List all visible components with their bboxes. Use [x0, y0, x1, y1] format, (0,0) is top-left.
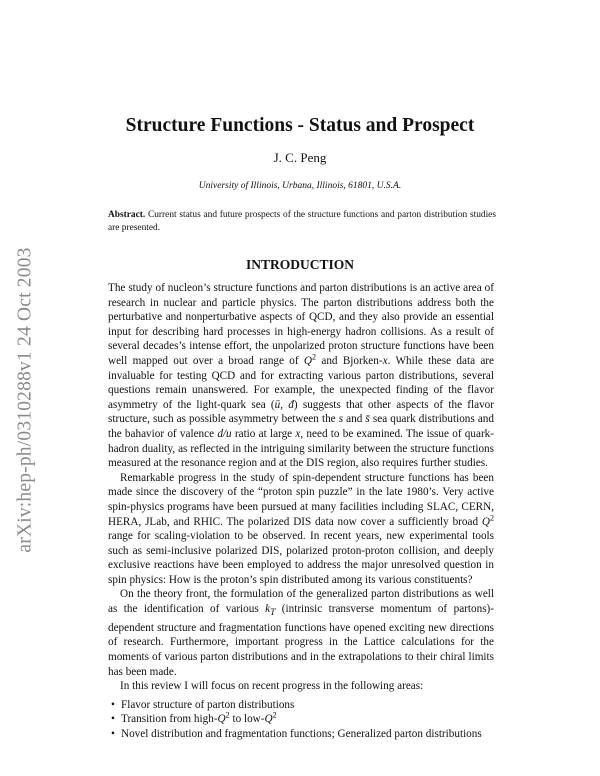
p1-text-h: , need to be examined. The issue of quark-hadron duality, as reflected in the intriguing similarity between the structure functions measured at the resonance region and at the DIS region, also requires further studies.: [108, 427, 494, 470]
p1-text-f: sea quark distributions and the bahavior of valence: [108, 413, 494, 440]
b2-math-exp2: 2: [272, 710, 277, 720]
p1-text-d: ) suggests that other aspects of the flavor structure, such as possible asymmetry between the: [108, 398, 494, 426]
list-item-text: Novel distribution and fragmentation functions; Generalized parton distributions: [121, 728, 482, 741]
p2-math-q: Q: [481, 515, 490, 528]
p1-math-du: d/u: [217, 427, 232, 440]
b2-text-a: Transition from high-: [121, 713, 218, 726]
arxiv-identifier: arXiv:hep-ph/0310288v1 24 Oct 2003: [15, 247, 36, 553]
bullet-icon: •: [111, 698, 115, 711]
list-item-text: Flavor structure of parton distributions: [121, 698, 295, 711]
b2-math-q1: Q: [217, 713, 226, 726]
list-item: [108, 698, 494, 713]
p1-text-g: ratio at large: [231, 427, 296, 440]
paragraph-1: [108, 281, 494, 471]
p1-math-x2: x: [295, 427, 301, 440]
bullet-icon: •: [111, 728, 115, 741]
abstract: [108, 209, 496, 234]
bullet-icon: •: [111, 713, 115, 726]
p1-text-a: The study of nucleon’s structure functions and parton distributions is an active area of research in nuclear and particle physics. The parton distributions address both the perturbative and nonperturbative aspects of QCD, and they also provide an essential input for describing hard processes in high-energy hadron collisions. As a result of several decades’s intense effort, the unpolarized proton structure functions have been well mapped out over a broad range of: [108, 282, 494, 367]
p1-text-b: and Bjorken-: [316, 354, 383, 367]
b2-math-exp1: 2: [225, 710, 230, 720]
p3-math-t: T: [270, 608, 276, 619]
paragraph-4: In this review I will focus on recent progress in the following areas:: [120, 680, 424, 693]
b2-math-q2: Q: [264, 713, 273, 726]
p1-math-sbar: s̄: [365, 413, 370, 426]
p2-math-exp: 2: [489, 512, 494, 522]
author-name: J. C. Peng: [273, 150, 327, 165]
body-text: [108, 281, 494, 742]
p1-math-s: s: [338, 413, 344, 426]
p2-text-b: range for scaling-violation to be observed. In recent years, new experimental tools such as semi-inclusive polarized DIS, polarized proton-proton collision, and deeply exclusive reactions have been employed to address the major unresolved question in spin physics: How is the proton’s spin distributed among its various constituents?: [108, 530, 494, 586]
p1-text-e: and: [343, 413, 366, 426]
paragraph-3: [108, 587, 494, 679]
paragraph-2: [108, 471, 494, 588]
p1-math-udbar: ū, đ: [274, 398, 294, 411]
p1-math-x: x: [382, 354, 388, 367]
author-affiliation: University of Illinois, Urbana, Illinois, 61801, U.S.A.: [198, 181, 402, 191]
list-item: [108, 727, 494, 742]
b2-text-b: to low-: [229, 713, 265, 726]
p3-math-k: k: [265, 603, 271, 616]
abstract-text: Current status and future prospects of the structure functions and parton distribution studies are presented.: [108, 210, 496, 233]
p3-text-b: (intrinsic transverse momentum of partons)-dependent structure and fragmentation functions have opened exciting new directions of research. Furthermore, important progress in the Lattice calculations for the moments of various parton distributions and in the extrapolations to their chiral limits has been made.: [108, 603, 494, 678]
p2-text-a: Remarkable progress in the study of spin-dependent structure functions has been made since the discovery of the “proton spin puzzle” in the late 1980’s. Very active spin-physics programs have been pursued at many facilities including SLAC, CERN, HERA, JLab, and RHIC. The polarized DIS data now cover a sufficiently broad: [108, 471, 494, 528]
p1-text-c: . While these data are invaluable for testing QCD and for extracting various parton distributions, several questions remain unanswered. For example, the unexpected finding of the flavor asymmetry of the light-quark sea (: [108, 354, 495, 411]
p1-math-exp: 2: [312, 352, 317, 362]
list-item: [108, 712, 494, 727]
section-heading-introduction: INTRODUCTION: [245, 257, 354, 272]
p1-math-q: Q: [303, 354, 313, 367]
abstract-label: Abstract.: [108, 210, 146, 220]
p3-text-a: On the theory front, the formulation of the generalized parton distributions as well as the identification of various: [108, 588, 494, 616]
focus-list: [108, 698, 494, 742]
paper-title: Structure Functions - Status and Prospect: [125, 115, 475, 136]
